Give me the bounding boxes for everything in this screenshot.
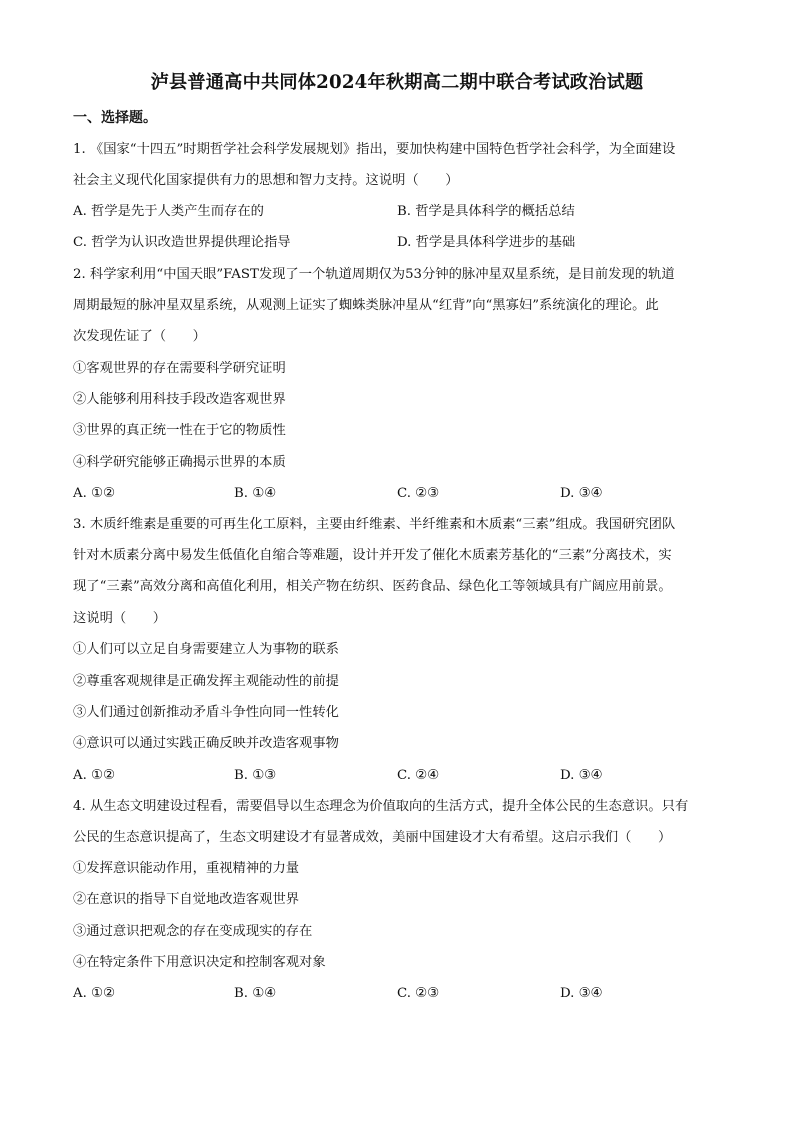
question-3-line-1: 3. 木质纤维素是重要的可再生化工原料，主要由纤维素、半纤维素和木质素“三素”组成。我国研究团队 bbox=[73, 517, 676, 532]
question-4-line-2: 公民的生态意识提高了，生态文明建设才有显著成效，美丽中国建设才大有希望。这启示我们（ ） bbox=[73, 830, 672, 845]
question-4-option-d: D. ③④ bbox=[560, 986, 603, 1001]
question-2-statement-2: ②人能够利用科技手段改造客观世界 bbox=[73, 392, 286, 407]
question-1-option-d: D. 哲学是具体科学进步的基础 bbox=[397, 235, 576, 250]
question-2-option-c: C. ②③ bbox=[397, 486, 439, 501]
question-2-line-2: 周期最短的脉冲星双星系统，从观测上证实了蜘蛛类脉冲星从“红背”向“黑寡妇”系统演化的理论。此 bbox=[73, 298, 659, 313]
question-4-option-c: C. ②③ bbox=[397, 986, 439, 1001]
question-3-option-a: A. ①② bbox=[73, 768, 115, 783]
question-2-option-b: B. ①④ bbox=[234, 486, 277, 501]
question-2-statement-3: ③世界的真正统一性在于它的物质性 bbox=[73, 423, 286, 438]
question-3-option-b: B. ①③ bbox=[234, 768, 277, 783]
question-2-option-d: D. ③④ bbox=[560, 486, 603, 501]
question-4-option-b: B. ①④ bbox=[234, 986, 277, 1001]
section-heading: 一、选择题。 bbox=[73, 110, 157, 126]
question-3-statement-4: ④意识可以通过实践正确反映并改造客观事物 bbox=[73, 736, 339, 751]
question-2-option-a: A. ①② bbox=[73, 486, 115, 501]
question-1-line-2: 社会主义现代化国家提供有力的思想和智力支持。这说明（ ） bbox=[73, 173, 459, 188]
question-4-statement-4: ④在特定条件下用意识决定和控制客观对象 bbox=[73, 955, 326, 970]
question-4-option-a: A. ①② bbox=[73, 986, 115, 1001]
question-4-statement-1: ①发挥意识能动作用，重视精神的力量 bbox=[73, 861, 300, 876]
question-4-line-1: 4. 从生态文明建设过程看，需要倡导以生态理念为价值取向的生活方式，提升全体公民的生态意识。只有 bbox=[73, 799, 689, 814]
question-3-option-c: C. ②④ bbox=[397, 768, 439, 783]
question-1-option-a: A. 哲学是先于人类产生而存在的 bbox=[73, 204, 264, 219]
question-1-option-b: B. 哲学是具体科学的概括总结 bbox=[397, 204, 575, 219]
question-2-line-1: 2. 科学家利用“中国天眼”FAST发现了一个轨道周期仅为53分钟的脉冲星双星系统，是目前发现的轨道 bbox=[73, 267, 675, 282]
question-3-line-2: 针对木质素分离中易发生低值化自缩合等难题，设计并开发了催化木质素芳基化的“三素”分离技术，实 bbox=[73, 548, 672, 563]
question-2-statement-1: ①客观世界的存在需要科学研究证明 bbox=[73, 361, 286, 376]
question-4-statement-3: ③通过意识把观念的存在变成现实的存在 bbox=[73, 924, 313, 939]
question-3-line-4: 这说明（ ） bbox=[73, 611, 167, 626]
question-3-line-3: 现了“三素”高效分离和高值化利用，相关产物在纺织、医药食品、绿色化工等领域具有广阔应用前景。 bbox=[73, 579, 672, 594]
question-3-statement-3: ③人们通过创新推动矛盾斗争性向同一性转化 bbox=[73, 705, 339, 720]
question-1-line-1: 1. 《国家“十四五”时期哲学社会科学发展规划》指出，要加快构建中国特色哲学社会科学，为全面建设 bbox=[73, 142, 676, 157]
question-2-line-3: 次发现佐证了（ ） bbox=[73, 329, 206, 344]
question-4-statement-2: ②在意识的指导下自觉地改造客观世界 bbox=[73, 892, 300, 907]
question-3-statement-2: ②尊重客观规律是正确发挥主观能动性的前提 bbox=[73, 674, 339, 689]
question-3-option-d: D. ③④ bbox=[560, 768, 603, 783]
question-1-option-c: C. 哲学为认识改造世界提供理论指导 bbox=[73, 235, 291, 250]
question-2-statement-4: ④科学研究能够正确揭示世界的本质 bbox=[73, 455, 286, 470]
question-3-statement-1: ①人们可以立足自身需要建立人为事物的联系 bbox=[73, 642, 339, 657]
exam-title: 泸县普通高中共同体2024年秋期高二期中联合考试政治试题 bbox=[150, 72, 644, 93]
